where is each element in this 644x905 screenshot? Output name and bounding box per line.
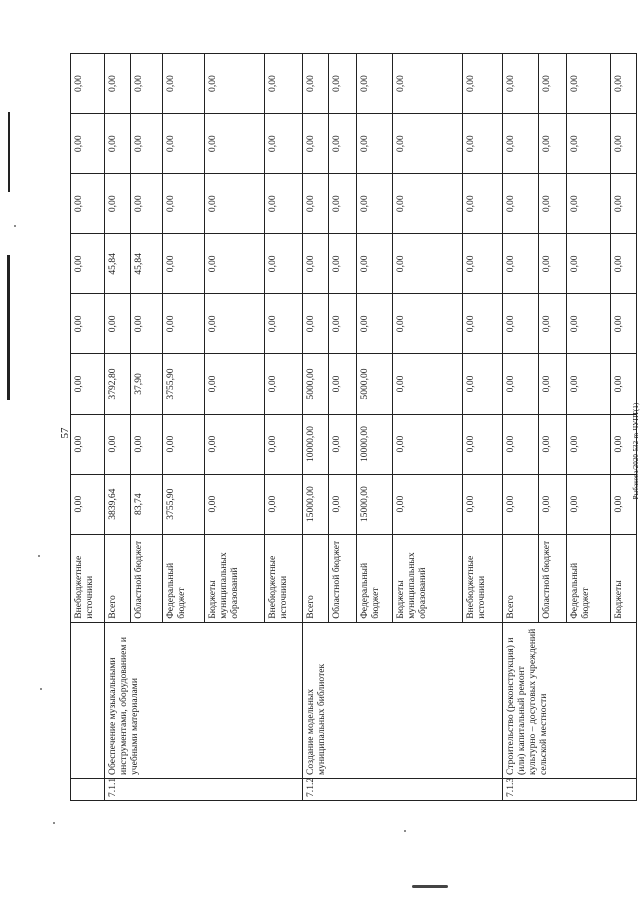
value-cell: 0,00 (539, 354, 567, 414)
value-cell: 0,00 (329, 354, 357, 414)
value-cell: 0,00 (463, 174, 503, 234)
value-cell: 0,00 (71, 354, 105, 414)
value-cell: 0,00 (611, 294, 637, 354)
table-row (303, 54, 329, 801)
value-cell: 0,00 (503, 354, 539, 414)
item-name-cell: Обеспечение музыкальными инструментами, оборудованием и учебными материалами (105, 622, 303, 778)
value-cell: 0,00 (131, 54, 163, 114)
table-row (503, 54, 539, 801)
value-cell: 0,00 (105, 114, 131, 174)
funding-source-cell: Внебюджетные источники (265, 534, 303, 622)
value-cell: 0,00 (163, 234, 205, 294)
value-cell: 0,00 (393, 294, 463, 354)
value-cell: 0,00 (205, 414, 265, 474)
value-cell: 5000,00 (303, 354, 329, 414)
value-cell: 0,00 (357, 234, 393, 294)
value-cell: 0,00 (357, 114, 393, 174)
value-cell: 0,00 (71, 174, 105, 234)
funding-source-cell: Бюджеты (611, 534, 637, 622)
scan-speck (40, 688, 42, 690)
value-cell: 0,00 (205, 174, 265, 234)
value-cell: 0,00 (567, 114, 611, 174)
value-cell: 37,90 (131, 354, 163, 414)
value-cell: 0,00 (71, 114, 105, 174)
item-number-cell: 7.1.3 (503, 778, 637, 800)
value-cell: 0,00 (131, 414, 163, 474)
value-cell: 0,00 (611, 474, 637, 534)
funding-source-cell: Федеральный бюджет (567, 534, 611, 622)
value-cell: 0,00 (463, 354, 503, 414)
value-cell: 0,00 (567, 414, 611, 474)
value-cell: 0,00 (265, 234, 303, 294)
funding-source-cell: Всего (105, 534, 131, 622)
value-cell: 0,00 (539, 174, 567, 234)
value-cell: 0,00 (539, 474, 567, 534)
item-number-cell: 7.1.2 (303, 778, 503, 800)
value-cell: 0,00 (539, 294, 567, 354)
item-name-cell: Создание модельных муниципальных библиотек (303, 622, 503, 778)
value-cell: 0,00 (265, 294, 303, 354)
value-cell: 0,00 (463, 114, 503, 174)
value-cell: 0,00 (539, 414, 567, 474)
item-name-cell: Строительство (реконструкция) и (или) капитальный ремонт культурно – досуговых учреждений сельской местности (503, 622, 637, 778)
value-cell: 0,00 (131, 174, 163, 234)
value-cell: 0,00 (329, 174, 357, 234)
value-cell: 0,00 (463, 474, 503, 534)
value-cell: 3755,90 (163, 474, 205, 534)
value-cell: 10000,00 (303, 414, 329, 474)
funding-source-cell: Бюджеты муниципальных образований (205, 534, 265, 622)
value-cell: 45,84 (131, 234, 163, 294)
scan-edge-mark (8, 112, 10, 192)
item-name-cell (71, 622, 105, 778)
funding-source-cell: Федеральный бюджет (163, 534, 205, 622)
scan-speck (38, 555, 40, 557)
value-cell: 0,00 (567, 354, 611, 414)
item-number-cell: 7.1.1 (105, 778, 303, 800)
rotated-table-container (70, 53, 624, 801)
value-cell: 0,00 (611, 114, 637, 174)
value-cell: 0,00 (611, 54, 637, 114)
table-viewport (70, 53, 624, 801)
funding-source-cell: Областной бюджет (131, 534, 163, 622)
budget-table (70, 53, 637, 801)
value-cell: 10000,00 (357, 414, 393, 474)
scan-edge-mark (7, 255, 10, 400)
value-cell: 0,00 (131, 294, 163, 354)
funding-source-cell: Бюджеты муниципальных образований (393, 534, 463, 622)
value-cell: 0,00 (163, 114, 205, 174)
value-cell: 0,00 (357, 174, 393, 234)
value-cell: 0,00 (567, 174, 611, 234)
value-cell: 0,00 (303, 294, 329, 354)
value-cell: 0,00 (611, 414, 637, 474)
value-cell: 0,00 (539, 114, 567, 174)
item-number-cell (71, 778, 105, 800)
value-cell: 0,00 (329, 414, 357, 474)
value-cell: 0,00 (611, 174, 637, 234)
value-cell: 0,00 (71, 294, 105, 354)
value-cell: 0,00 (393, 414, 463, 474)
value-cell: 15000,00 (357, 474, 393, 534)
value-cell: 0,00 (393, 174, 463, 234)
value-cell: 0,00 (503, 294, 539, 354)
value-cell: 0,00 (105, 54, 131, 114)
value-cell: 0,00 (503, 54, 539, 114)
value-cell: 0,00 (393, 474, 463, 534)
value-cell: 3755,90 (163, 354, 205, 414)
value-cell: 0,00 (329, 234, 357, 294)
value-cell: 0,00 (567, 474, 611, 534)
scan-speck (14, 225, 16, 227)
table-row (71, 54, 105, 801)
value-cell: 0,00 (265, 414, 303, 474)
value-cell: 0,00 (131, 114, 163, 174)
value-cell: 0,00 (567, 234, 611, 294)
value-cell: 0,00 (329, 114, 357, 174)
value-cell: 3792,80 (105, 354, 131, 414)
scan-speck (53, 822, 55, 824)
table-body (71, 54, 637, 801)
value-cell: 0,00 (105, 294, 131, 354)
value-cell: 0,00 (503, 174, 539, 234)
value-cell: 0,00 (463, 54, 503, 114)
value-cell: 0,00 (71, 54, 105, 114)
value-cell: 0,00 (71, 414, 105, 474)
value-cell: 0,00 (503, 114, 539, 174)
value-cell: 0,00 (303, 234, 329, 294)
value-cell: 0,00 (71, 474, 105, 534)
value-cell: 0,00 (205, 354, 265, 414)
table-row (105, 54, 131, 801)
funding-source-cell: Всего (303, 534, 329, 622)
funding-source-cell: Всего (503, 534, 539, 622)
value-cell: 0,00 (265, 354, 303, 414)
value-cell: 0,00 (265, 174, 303, 234)
value-cell: 83,74 (131, 474, 163, 534)
value-cell: 3839,64 (105, 474, 131, 534)
value-cell: 0,00 (265, 114, 303, 174)
value-cell: 0,00 (163, 294, 205, 354)
value-cell: 0,00 (205, 234, 265, 294)
value-cell: 0,00 (205, 294, 265, 354)
value-cell: 0,00 (163, 414, 205, 474)
funding-source-cell: Внебюджетные источники (463, 534, 503, 622)
value-cell: 0,00 (163, 54, 205, 114)
funding-source-cell: Областной бюджет (329, 534, 357, 622)
value-cell: 0,00 (163, 174, 205, 234)
value-cell: 0,00 (611, 354, 637, 414)
value-cell: 0,00 (329, 294, 357, 354)
value-cell: 0,00 (71, 234, 105, 294)
value-cell: 0,00 (539, 234, 567, 294)
value-cell: 0,00 (205, 114, 265, 174)
value-cell: 0,00 (393, 234, 463, 294)
document-code: Рыбакова/2020-532-m-ЧУПТ(1) (632, 402, 640, 500)
funding-source-cell: Областной бюджет (539, 534, 567, 622)
value-cell: 0,00 (503, 234, 539, 294)
value-cell: 0,00 (265, 474, 303, 534)
value-cell: 0,00 (357, 54, 393, 114)
value-cell: 0,00 (205, 54, 265, 114)
scan-mark-bottom (412, 885, 448, 888)
value-cell: 0,00 (393, 354, 463, 414)
value-cell: 0,00 (357, 294, 393, 354)
value-cell: 0,00 (303, 54, 329, 114)
value-cell: 0,00 (303, 174, 329, 234)
scan-speck (404, 830, 406, 832)
value-cell: 0,00 (105, 174, 131, 234)
value-cell: 5000,00 (357, 354, 393, 414)
value-cell: 0,00 (567, 54, 611, 114)
page-number: 57 (59, 427, 71, 439)
value-cell: 0,00 (611, 234, 637, 294)
value-cell: 0,00 (329, 474, 357, 534)
value-cell: 0,00 (463, 414, 503, 474)
value-cell: 0,00 (503, 474, 539, 534)
value-cell: 0,00 (463, 234, 503, 294)
value-cell: 45,84 (105, 234, 131, 294)
value-cell: 0,00 (329, 54, 357, 114)
value-cell: 0,00 (539, 54, 567, 114)
value-cell: 0,00 (303, 114, 329, 174)
value-cell: 0,00 (393, 114, 463, 174)
value-cell: 0,00 (567, 294, 611, 354)
funding-source-cell: Федеральный бюджет (357, 534, 393, 622)
value-cell: 15000,00 (303, 474, 329, 534)
value-cell: 0,00 (393, 54, 463, 114)
value-cell: 0,00 (503, 414, 539, 474)
value-cell: 0,00 (463, 294, 503, 354)
funding-source-cell: Внебюджетные источники (71, 534, 105, 622)
value-cell: 0,00 (105, 414, 131, 474)
value-cell: 0,00 (205, 474, 265, 534)
value-cell: 0,00 (265, 54, 303, 114)
